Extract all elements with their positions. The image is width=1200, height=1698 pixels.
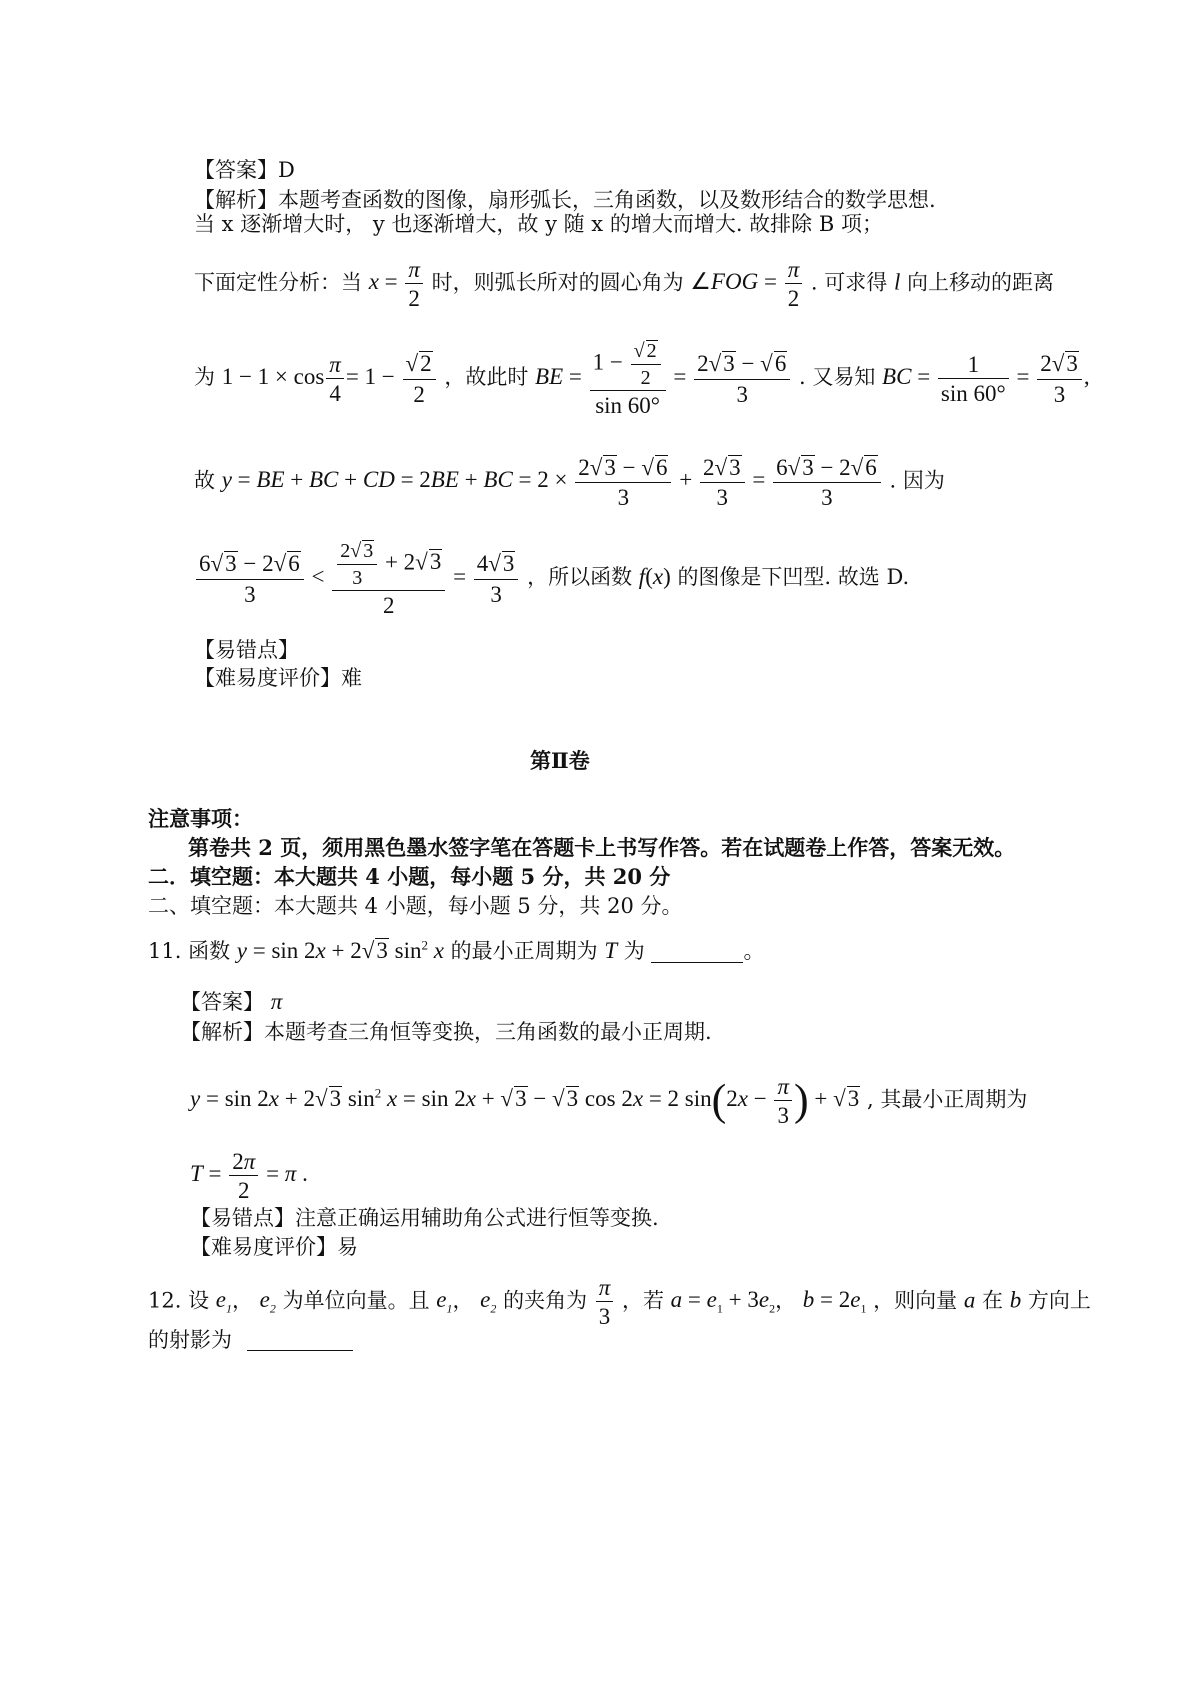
q12-formula-e2: $e_2$ (259, 1287, 276, 1316)
q11-tail: , 其最小正周期为 (866, 1087, 1028, 1112)
q11-prefix: 11. 函数 (148, 939, 231, 963)
q10-analysis: 【解析】本题考查函数的图像，扇形弧长，三角函数，以及数形结合的数学思想. (194, 188, 936, 212)
q10-line4 (194, 258, 1054, 310)
q10-formula-bc: BC = $\frac{1}{\sin 60^\circ}$ = $\frac{2√3}{3}$ , (882, 351, 1090, 407)
q11-answer (180, 990, 282, 1013)
q11-difficulty: 【难易度评价】易 (190, 1235, 358, 1259)
q10-line7-a: ，所以函数 (527, 564, 633, 589)
q11-suffix: 的最小正周期为 (450, 939, 598, 963)
q11-stem (148, 938, 764, 963)
q12-formula-vec-b: b (1009, 1287, 1022, 1313)
q10-formula-angle-fog: ∠FOG = $\frac{\pi}{2}$ (690, 269, 804, 294)
q12-formula-vec-a: a (963, 1287, 976, 1313)
section-title: 第Ⅱ卷 (530, 748, 590, 773)
q12-stem: 12. 设 $e_1$， $e_2$ 为单位向量。且 $e_1$， $e_2$ 的夹角为 $\frac{\pi}{3}$ ，若 $a = e_1 + 3e_2$， $b = 2e_1$ ，则向量 a 在 b 方向上 (148, 1275, 1091, 1329)
q10-error-point: 【易错点】 (194, 638, 299, 662)
q12-formula-b: $b = 2e_1$ (802, 1287, 867, 1316)
q12-t4: ，则向量 (873, 1288, 958, 1313)
q12-t2: 的夹角为 (503, 1288, 588, 1313)
q11-formula-derivation: y = sin 2x + 2√3 $\sin^2 x = \sin 2x + √3 - √3$ cos 2x = 2 sin(2x − $\frac{\pi}{3}$ ) + √3 (190, 1074, 860, 1128)
q10-line4-c: . 可求得 (810, 270, 888, 295)
q10-formula-y-sum: y = BE + BC + CD = 2BE + BC = 2 × $\frac{2√3 - √6}{3}$ + $\frac{2√3}{3}$ = $\frac{6√3 - 2√6}{3}$ (222, 467, 883, 492)
q10-formula-x-eq-pi2: x = $\frac{\pi}{2}$ (369, 269, 425, 294)
q10-line3: 当 x 逐渐增大时， y 也逐渐增大，故 y 随 x 的增大而增大. 故排除 B 项； (194, 212, 883, 236)
q12-formula-e1: $e_1$ (215, 1287, 232, 1316)
q10-line5-c: . 又易知 (799, 364, 876, 389)
q12-t1: 为单位向量。且 (282, 1288, 430, 1313)
q11-analysis: 【解析】本题考查三角恒等变换，三角函数的最小正周期. (180, 1020, 712, 1044)
q10-line7-b: 的图像是下凹型. 故选 D. (677, 564, 910, 589)
q10-formula-inequality: $\frac{6√3 - 2√6}{3}$ < $\frac{2√ 3}{3}$ + 2√3 2 = $\frac{4√3}{3}$ (194, 564, 520, 589)
q11-answer-value: π (270, 989, 283, 1014)
q12-line2-text: 的射影为 (148, 1328, 232, 1352)
q10-formula-be: BE = 1 − $\frac{√ 2}{2}$ sin 60° = $\frac{2√3 - √6}{3}$ (535, 364, 792, 389)
q11-formula-period: T = $\frac{2\pi}{2}$ = π . (190, 1149, 308, 1203)
q10-line4-b: 时，则弧长所对的圆心角为 (431, 270, 684, 295)
q11-derivation (190, 1075, 1027, 1127)
q11-answer-blank[interactable] (651, 942, 743, 963)
q11-formula-function: y = sin 2x + 2√3 $\sin^2 x$ (236, 937, 444, 963)
q10-line4-d: 向上移动的距离 (907, 270, 1055, 295)
q11-formula-t: T (604, 938, 618, 963)
q12-prefix: 12. 设 (148, 1288, 210, 1313)
q11-suffix2: 为 (623, 939, 645, 963)
q10-formula-fx: f(x) (638, 563, 671, 589)
q12-formula-angle: $\frac{\pi}{3}$ (594, 1287, 616, 1312)
q10-formula-distance: 1 − 1 × cos $\frac{\pi}{4}$ = 1 − $\frac{√2}{2}$ (222, 364, 438, 389)
notice-heading: 注意事项： (148, 806, 253, 831)
q11-period (190, 1150, 308, 1202)
q11-error-point: 【易错点】注意正确运用辅助角公式进行恒等变换. (190, 1206, 659, 1230)
q12-t3: ，若 (621, 1288, 664, 1313)
q10-answer: 【答案】D (194, 158, 295, 182)
part-heading-plain: 二、填空题：本大题共 4 小题，每小题 5 分，共 20 分。 (148, 894, 683, 918)
q10-line6-a: 故 (194, 468, 215, 493)
q12-t5: 在 (982, 1288, 1004, 1313)
part-heading-bold: 二．填空题：本大题共 4 小题，每小题 5 分，共 20 分 (148, 864, 671, 889)
q11-end: 。 (743, 939, 765, 963)
q12-answer-blank[interactable] (247, 1330, 353, 1351)
q11-answer-label: 【答案】 (180, 990, 264, 1014)
q10-line7 (194, 540, 909, 617)
q12-t6: 方向上 (1027, 1288, 1091, 1313)
q12-formula-a: $a = e_1 + 3e_2$ (670, 1287, 776, 1316)
q10-formula-l: l (893, 269, 901, 295)
q12-formula-e1b: $e_1$ (436, 1287, 453, 1316)
q12-line2 (148, 1330, 353, 1351)
notice-body: 第卷共 2 页，须用黑色墨水签字笔在答题卡上书写作答。若在试题卷上作答，答案无效。 (188, 835, 1016, 860)
q10-line6 (194, 455, 945, 509)
q10-line5-a: 为 (194, 364, 215, 389)
q10-line6-b: . 因为 (889, 468, 945, 493)
q10-line5 (194, 340, 1090, 417)
q10-line4-a: 下面定性分析：当 (194, 270, 362, 295)
q10-difficulty: 【难易度评价】难 (194, 666, 362, 690)
q10-line5-b: ，故此时 (444, 364, 529, 389)
q12-formula-e2b: $e_2$ (480, 1287, 497, 1316)
